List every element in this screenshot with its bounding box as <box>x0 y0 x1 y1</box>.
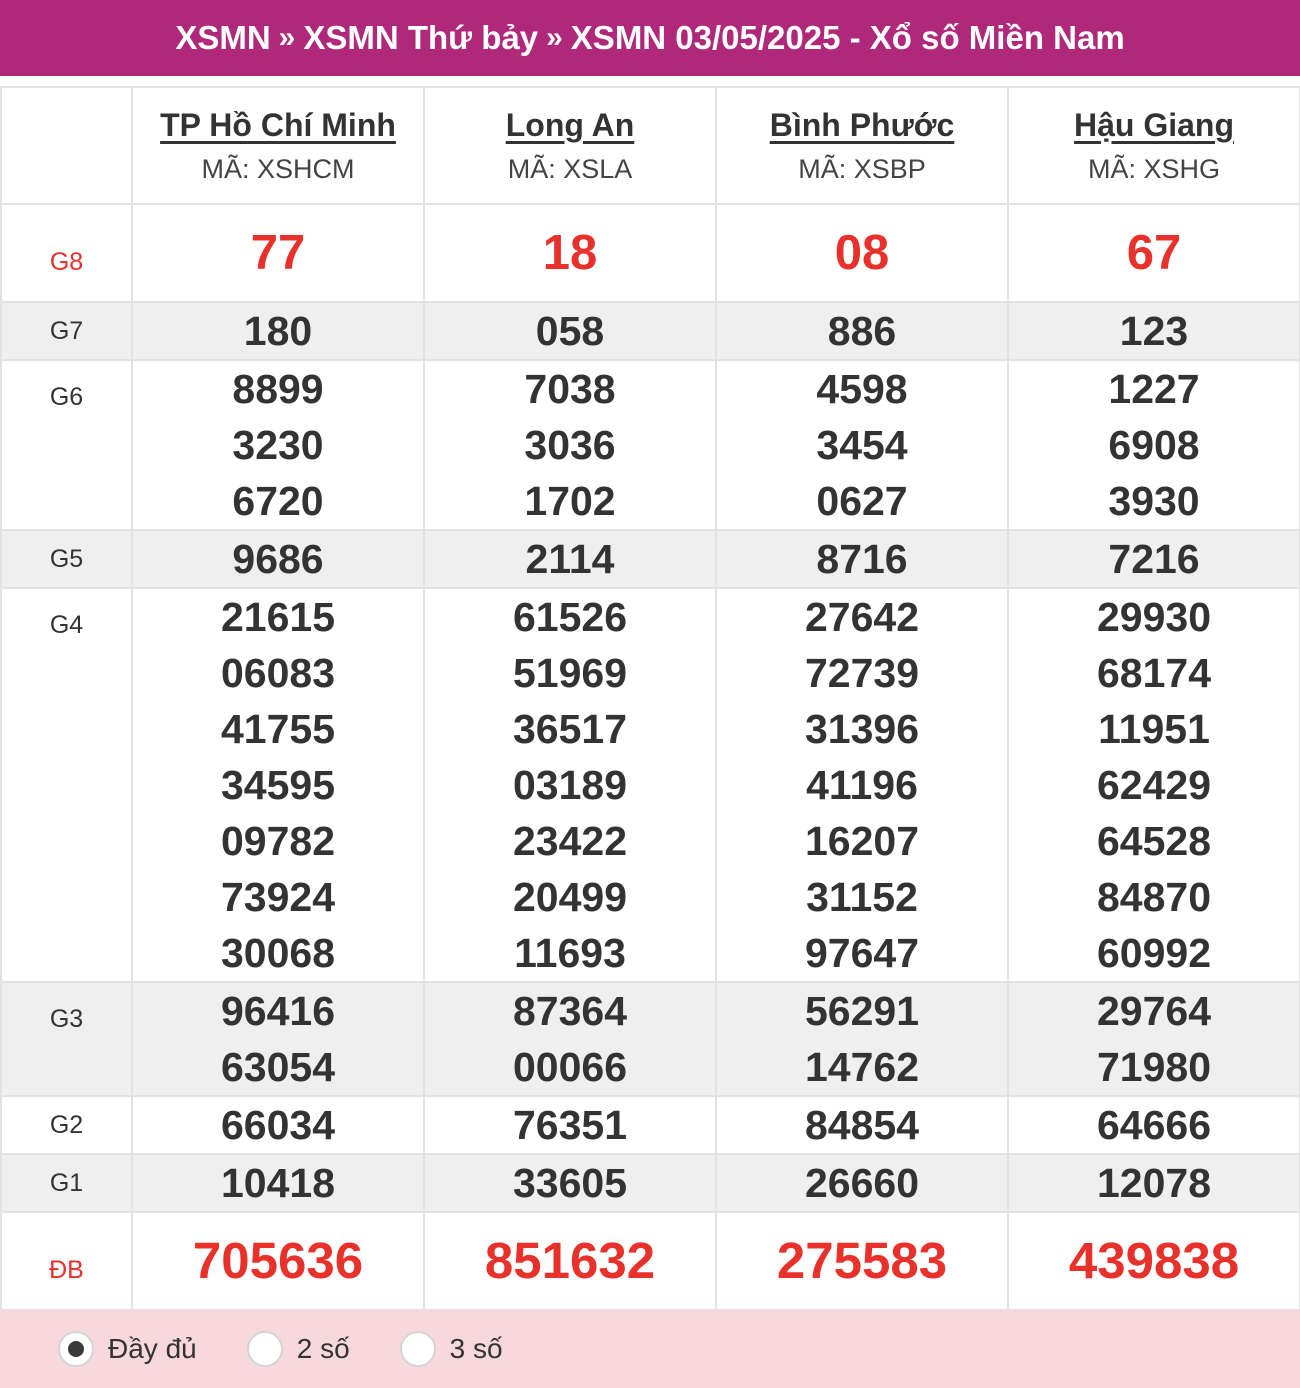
prize-cell <box>132 588 424 982</box>
prize-number: 1702 <box>524 478 616 524</box>
province-link-hau-giang[interactable]: Hậu Giang <box>1073 106 1234 143</box>
empty-corner-cell <box>1 87 132 204</box>
prize-number: 87364 <box>512 988 627 1034</box>
prize-label: G6 <box>1 360 132 530</box>
province-header <box>424 87 716 204</box>
prize-row-special <box>1 1212 1300 1310</box>
prize-cell <box>716 204 1008 302</box>
prize-cell <box>424 1096 716 1154</box>
prize-cell <box>716 1212 1008 1310</box>
prize-cell <box>424 1154 716 1212</box>
prize-number: 3036 <box>524 422 616 468</box>
prize-cell <box>1008 204 1300 302</box>
prize-cell <box>424 1212 716 1310</box>
prize-number: 27642 <box>804 594 919 640</box>
prize-cell <box>1008 302 1300 360</box>
prize-number: 123 <box>1119 308 1189 354</box>
prize-cell <box>132 982 424 1096</box>
prize-cell <box>1008 1212 1300 1310</box>
prize-cell <box>132 1212 424 1310</box>
breadcrumb-separator: » <box>546 21 563 54</box>
prize-number: 03189 <box>512 762 627 808</box>
province-code: MÃ: XSLA <box>507 153 633 184</box>
prize-number: 62429 <box>1096 762 1211 808</box>
prize-number: 66034 <box>220 1102 335 1148</box>
prize-cell <box>424 530 716 588</box>
prize-number: 30068 <box>220 930 335 976</box>
page-header <box>0 0 1300 76</box>
prize-cell <box>716 1154 1008 1212</box>
prize-number: 34595 <box>220 762 335 808</box>
prize-cell <box>132 360 424 530</box>
prize-number: 77 <box>250 226 306 280</box>
province-link-hcm[interactable]: TP Hồ Chí Minh <box>160 106 396 143</box>
prize-number: 6908 <box>1108 422 1200 468</box>
option-3-digits[interactable] <box>400 1331 503 1367</box>
results-table-container <box>0 86 1300 1311</box>
province-header <box>132 87 424 204</box>
prize-number: 10418 <box>220 1160 335 1206</box>
prize-row-g5 <box>1 530 1300 588</box>
option-2-digits[interactable] <box>247 1331 350 1367</box>
prize-cell <box>716 982 1008 1096</box>
prize-number: 60992 <box>1096 930 1211 976</box>
prize-number: 11693 <box>514 930 626 976</box>
breadcrumb-current-date: XSMN 03/05/2025 - Xổ số Miền Nam <box>570 19 1125 56</box>
prize-number: 67 <box>1126 226 1182 280</box>
prize-row-g4 <box>1 588 1300 982</box>
province-link-long-an[interactable]: Long An <box>505 106 635 143</box>
prize-label: G7 <box>1 302 132 360</box>
prize-cell <box>1008 530 1300 588</box>
province-code: MÃ: XSBP <box>798 153 926 184</box>
prize-cell <box>132 1096 424 1154</box>
prize-row-g6 <box>1 360 1300 530</box>
province-header <box>1008 87 1300 204</box>
prize-cell <box>716 360 1008 530</box>
prize-number: 72739 <box>804 650 919 696</box>
radio-3-digits[interactable] <box>400 1331 436 1367</box>
prize-row-g1 <box>1 1154 1300 1212</box>
prize-number: 71980 <box>1096 1044 1211 1090</box>
prize-number: 23422 <box>512 818 627 864</box>
option-label: 2 số <box>296 1333 350 1364</box>
prize-label: G2 <box>1 1096 132 1154</box>
special-prize-number: 851632 <box>484 1232 656 1289</box>
province-header-row <box>1 87 1300 204</box>
prize-cell <box>132 1154 424 1212</box>
prize-number: 29764 <box>1096 988 1211 1034</box>
prize-number: 058 <box>535 308 605 354</box>
prize-number: 18 <box>542 226 598 280</box>
prize-cell <box>424 302 716 360</box>
prize-number: 06083 <box>220 650 335 696</box>
breadcrumb-separator: » <box>278 21 296 54</box>
prize-cell <box>132 204 424 302</box>
prize-number: 68174 <box>1096 650 1211 696</box>
radio-2-digits[interactable] <box>247 1331 283 1367</box>
prize-cell <box>1008 1096 1300 1154</box>
prize-number: 12078 <box>1096 1160 1211 1206</box>
prize-number: 31396 <box>804 706 919 752</box>
prize-number: 7216 <box>1108 536 1200 582</box>
results-table <box>0 86 1300 1311</box>
prize-label: G5 <box>1 530 132 588</box>
province-header <box>716 87 1008 204</box>
prize-number: 3930 <box>1108 478 1200 524</box>
breadcrumb-xsmn-saturday[interactable]: XSMN Thứ bảy <box>303 19 539 56</box>
option-label: 3 số <box>449 1333 503 1364</box>
prize-cell <box>424 204 716 302</box>
prize-number: 61526 <box>512 594 627 640</box>
radio-full[interactable] <box>58 1331 94 1367</box>
prize-number: 96416 <box>220 988 335 1034</box>
prize-number: 6720 <box>232 478 324 524</box>
prize-number: 2114 <box>525 536 615 582</box>
prize-label: G8 <box>1 204 132 302</box>
prize-number: 8899 <box>232 366 324 412</box>
special-prize-number: 705636 <box>192 1232 364 1289</box>
prize-row-g8 <box>1 204 1300 302</box>
prize-number: 84870 <box>1096 874 1211 920</box>
prize-number: 08 <box>834 226 890 280</box>
prize-number: 41196 <box>806 762 918 808</box>
prize-number: 64666 <box>1096 1102 1211 1148</box>
prize-cell <box>424 588 716 982</box>
special-prize-number: 439838 <box>1068 1232 1240 1289</box>
prize-number: 886 <box>827 308 897 354</box>
display-options-bar <box>0 1310 1300 1388</box>
prize-number: 180 <box>243 308 313 354</box>
prize-number: 97647 <box>804 930 919 976</box>
prize-number: 26660 <box>804 1160 919 1206</box>
prize-number: 36517 <box>512 706 627 752</box>
prize-cell <box>1008 588 1300 982</box>
prize-number: 51969 <box>512 650 627 696</box>
prize-label: G4 <box>1 588 132 982</box>
prize-number: 0627 <box>816 478 908 524</box>
prize-number: 21615 <box>220 594 335 640</box>
prize-number: 33605 <box>512 1160 627 1206</box>
prize-cell <box>424 360 716 530</box>
prize-number: 56291 <box>804 988 919 1034</box>
prize-number: 20499 <box>512 874 627 920</box>
special-prize-number: 275583 <box>776 1232 948 1289</box>
option-label: Đầy đủ <box>108 1333 197 1364</box>
prize-cell <box>716 1096 1008 1154</box>
prize-number: 11951 <box>1098 706 1210 752</box>
breadcrumb-xsmn[interactable]: XSMN <box>175 19 271 56</box>
prize-cell <box>424 982 716 1096</box>
prize-cell <box>132 302 424 360</box>
prize-number: 64528 <box>1096 818 1211 864</box>
prize-label: G1 <box>1 1154 132 1212</box>
prize-number: 9686 <box>232 536 324 582</box>
prize-number: 16207 <box>804 818 919 864</box>
prize-cell <box>132 530 424 588</box>
prize-cell <box>1008 1154 1300 1212</box>
prize-cell <box>716 302 1008 360</box>
prize-number: 00066 <box>512 1044 627 1090</box>
prize-number: 73924 <box>220 874 335 920</box>
province-code: MÃ: XSHG <box>1087 153 1221 184</box>
prize-number: 29930 <box>1096 594 1211 640</box>
prize-number: 09782 <box>220 818 335 864</box>
province-code: MÃ: XSHCM <box>201 153 355 184</box>
prize-number: 7038 <box>524 366 616 412</box>
prize-number: 41755 <box>220 706 335 752</box>
prize-number: 31152 <box>806 874 918 920</box>
prize-number: 3230 <box>232 422 324 468</box>
province-link-binh-phuoc[interactable]: Bình Phước <box>769 106 955 143</box>
prize-number: 1227 <box>1108 366 1200 412</box>
prize-number: 63054 <box>220 1044 335 1090</box>
prize-label: G3 <box>1 982 132 1096</box>
prize-label: ĐB <box>1 1212 132 1310</box>
prize-number: 8716 <box>816 536 908 582</box>
prize-number: 14762 <box>804 1044 919 1090</box>
prize-number: 4598 <box>816 366 908 412</box>
prize-row-g3 <box>1 982 1300 1096</box>
prize-cell <box>1008 982 1300 1096</box>
prize-cell <box>716 588 1008 982</box>
prize-cell <box>716 530 1008 588</box>
prize-number: 84854 <box>804 1102 919 1148</box>
prize-number: 3454 <box>816 422 908 468</box>
prize-cell <box>1008 360 1300 530</box>
prize-row-g7 <box>1 302 1300 360</box>
option-full[interactable] <box>58 1331 197 1367</box>
prize-row-g2 <box>1 1096 1300 1154</box>
prize-number: 76351 <box>512 1102 627 1148</box>
